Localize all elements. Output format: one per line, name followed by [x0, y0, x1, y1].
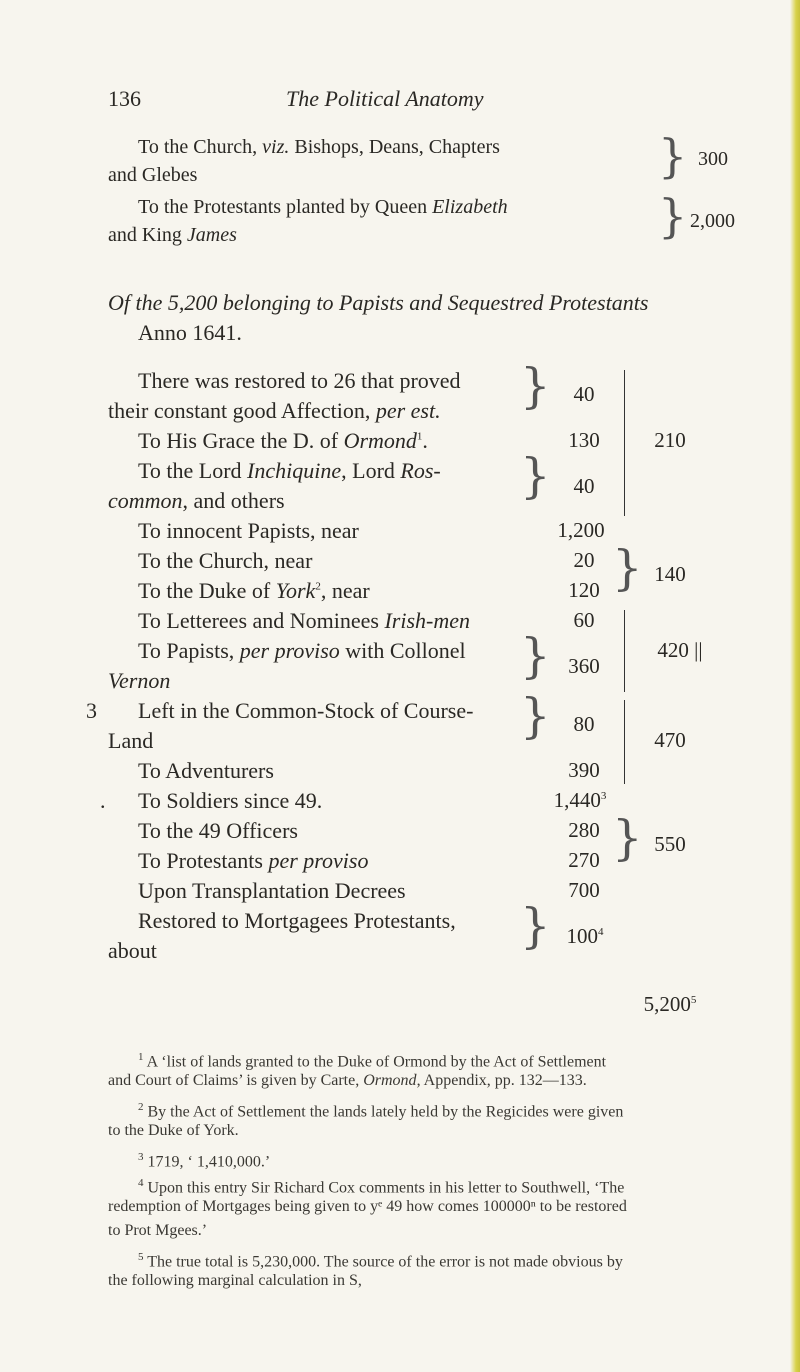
footnote-2: $^2$ By the Act of Settlement the lands lately held by the Regicides were given: [138, 1101, 624, 1121]
entry-11: To Soldiers since 49.: [138, 788, 323, 813]
entry-7-value: 60: [573, 608, 595, 632]
footnote-5: $^5$ The true total is 5,230,000. The source of the error is not made obvious by: [138, 1251, 623, 1271]
top-line-2: and Glebes: [108, 164, 198, 186]
top-value-2: 2,000: [690, 210, 735, 232]
entry-11-marker: .: [100, 788, 106, 813]
entry-13: To Protestants per proviso: [138, 848, 369, 873]
footnote-1-cont: and Court of Claims’ is given by Carte, Ormond, Appendix, pp. 132—133.: [108, 1072, 587, 1089]
entry-15: Restored to Mortgagees Protestants,: [138, 908, 456, 933]
entry-4: To innocent Papists, near: [138, 518, 359, 543]
footnote-2-cont: to the Duke of York.: [108, 1122, 239, 1139]
footnote-1: $^1$ A ‘list of lands granted to the Duke of Ormond by the Act of Settlement: [138, 1051, 607, 1071]
entry-5-value: 20: [573, 548, 595, 572]
entry-3: To the Lord Inchiquine, Lord Ros-: [138, 458, 441, 483]
group-total-4: 470: [654, 728, 686, 752]
group-line: [624, 610, 625, 692]
entry-13-value: 270: [568, 848, 600, 872]
entry-8-cont: Vernon: [108, 668, 171, 693]
entry-6: To the Duke of York$^2$, near: [138, 578, 370, 603]
top-line-1: To the Church, viz. Bishops, Deans, Chapters: [138, 136, 500, 158]
top-line-4: and King James: [108, 224, 237, 246]
brace: }: [612, 540, 643, 596]
footnote-3: $^3$ 1719, ‘ 1,410,000.’: [138, 1151, 271, 1171]
entry-9-value: 80: [573, 712, 595, 736]
entry-2-value: 130: [568, 428, 600, 452]
group-total-1: 210: [654, 428, 686, 452]
entry-9-cont: Land: [108, 728, 154, 753]
entry-8-value: 360: [568, 654, 600, 678]
entry-14-value: 700: [568, 878, 600, 902]
brace: }: [520, 628, 551, 684]
entry-14: Upon Transplantation Decrees: [138, 878, 406, 903]
brace: }: [658, 129, 688, 183]
entry-1-value: 40: [573, 382, 595, 406]
brace: }: [520, 358, 551, 414]
brace: }: [520, 898, 551, 954]
entry-12: To the 49 Officers: [138, 818, 298, 843]
entry-9-marker: 3: [86, 698, 97, 723]
entry-15-cont: about: [108, 938, 157, 963]
top-value-1: 300: [698, 148, 728, 170]
entry-6-value: 120: [568, 578, 600, 602]
grand-total: 5,200$^5$: [643, 992, 697, 1016]
group-total-5: 550: [654, 832, 686, 856]
entry-8: To Papists, per proviso with Collonel: [138, 638, 466, 663]
running-title: The Political Anatomy: [286, 86, 484, 111]
footnote-4: $^4$ Upon this entry Sir Richard Cox comments in his letter to Southwell, ‘The: [138, 1177, 625, 1197]
entry-12-value: 280: [568, 818, 600, 842]
entry-4-value: 1,200: [557, 518, 605, 542]
section-heading-line-1: Of the 5,200 belonging to Papists and Sequestred Protestants: [108, 290, 649, 315]
group-total-2: 140: [654, 562, 686, 586]
section-heading-line-2: Anno 1641.: [138, 320, 242, 345]
entry-10: To Adventurers: [138, 758, 274, 783]
page-number: 136: [108, 86, 141, 111]
group-line: [624, 700, 625, 784]
entry-11-value: 1,440$^3$: [553, 788, 607, 812]
entry-5: To the Church, near: [138, 548, 313, 573]
group-line: [624, 370, 625, 516]
top-line-3: To the Protestants planted by Queen Elizabeth: [138, 196, 508, 218]
entry-1-cont: their constant good Affection, per est.: [108, 398, 441, 423]
brace: }: [520, 448, 551, 504]
brace: }: [612, 810, 643, 866]
entry-9: Left in the Common-Stock of Course-: [138, 698, 474, 723]
footnote-4-cont: redemption of Mortgages being given to yᵉ 49 how comes 100000ⁿ to be restored: [108, 1198, 627, 1215]
entry-1: There was restored to 26 that proved: [138, 368, 461, 393]
footnote-5-cont: the following marginal calculation in S,: [108, 1272, 362, 1289]
group-total-3: 420 ||: [657, 638, 703, 662]
entry-3-value: 40: [573, 474, 595, 498]
brace: }: [658, 189, 688, 243]
entry-2: To His Grace the D. of Ormond$^1$.: [138, 428, 428, 453]
entry-15-value: $100^4$: [566, 924, 604, 948]
page-edge: [790, 0, 800, 1372]
entry-10-value: 390: [568, 758, 600, 782]
entry-7: To Letterees and Nominees Irish-men: [138, 608, 471, 633]
entry-3-cont: common, and others: [108, 488, 285, 513]
footnote-4-cont-2: to Prot Mgees.’: [108, 1222, 208, 1239]
brace: }: [520, 688, 551, 744]
